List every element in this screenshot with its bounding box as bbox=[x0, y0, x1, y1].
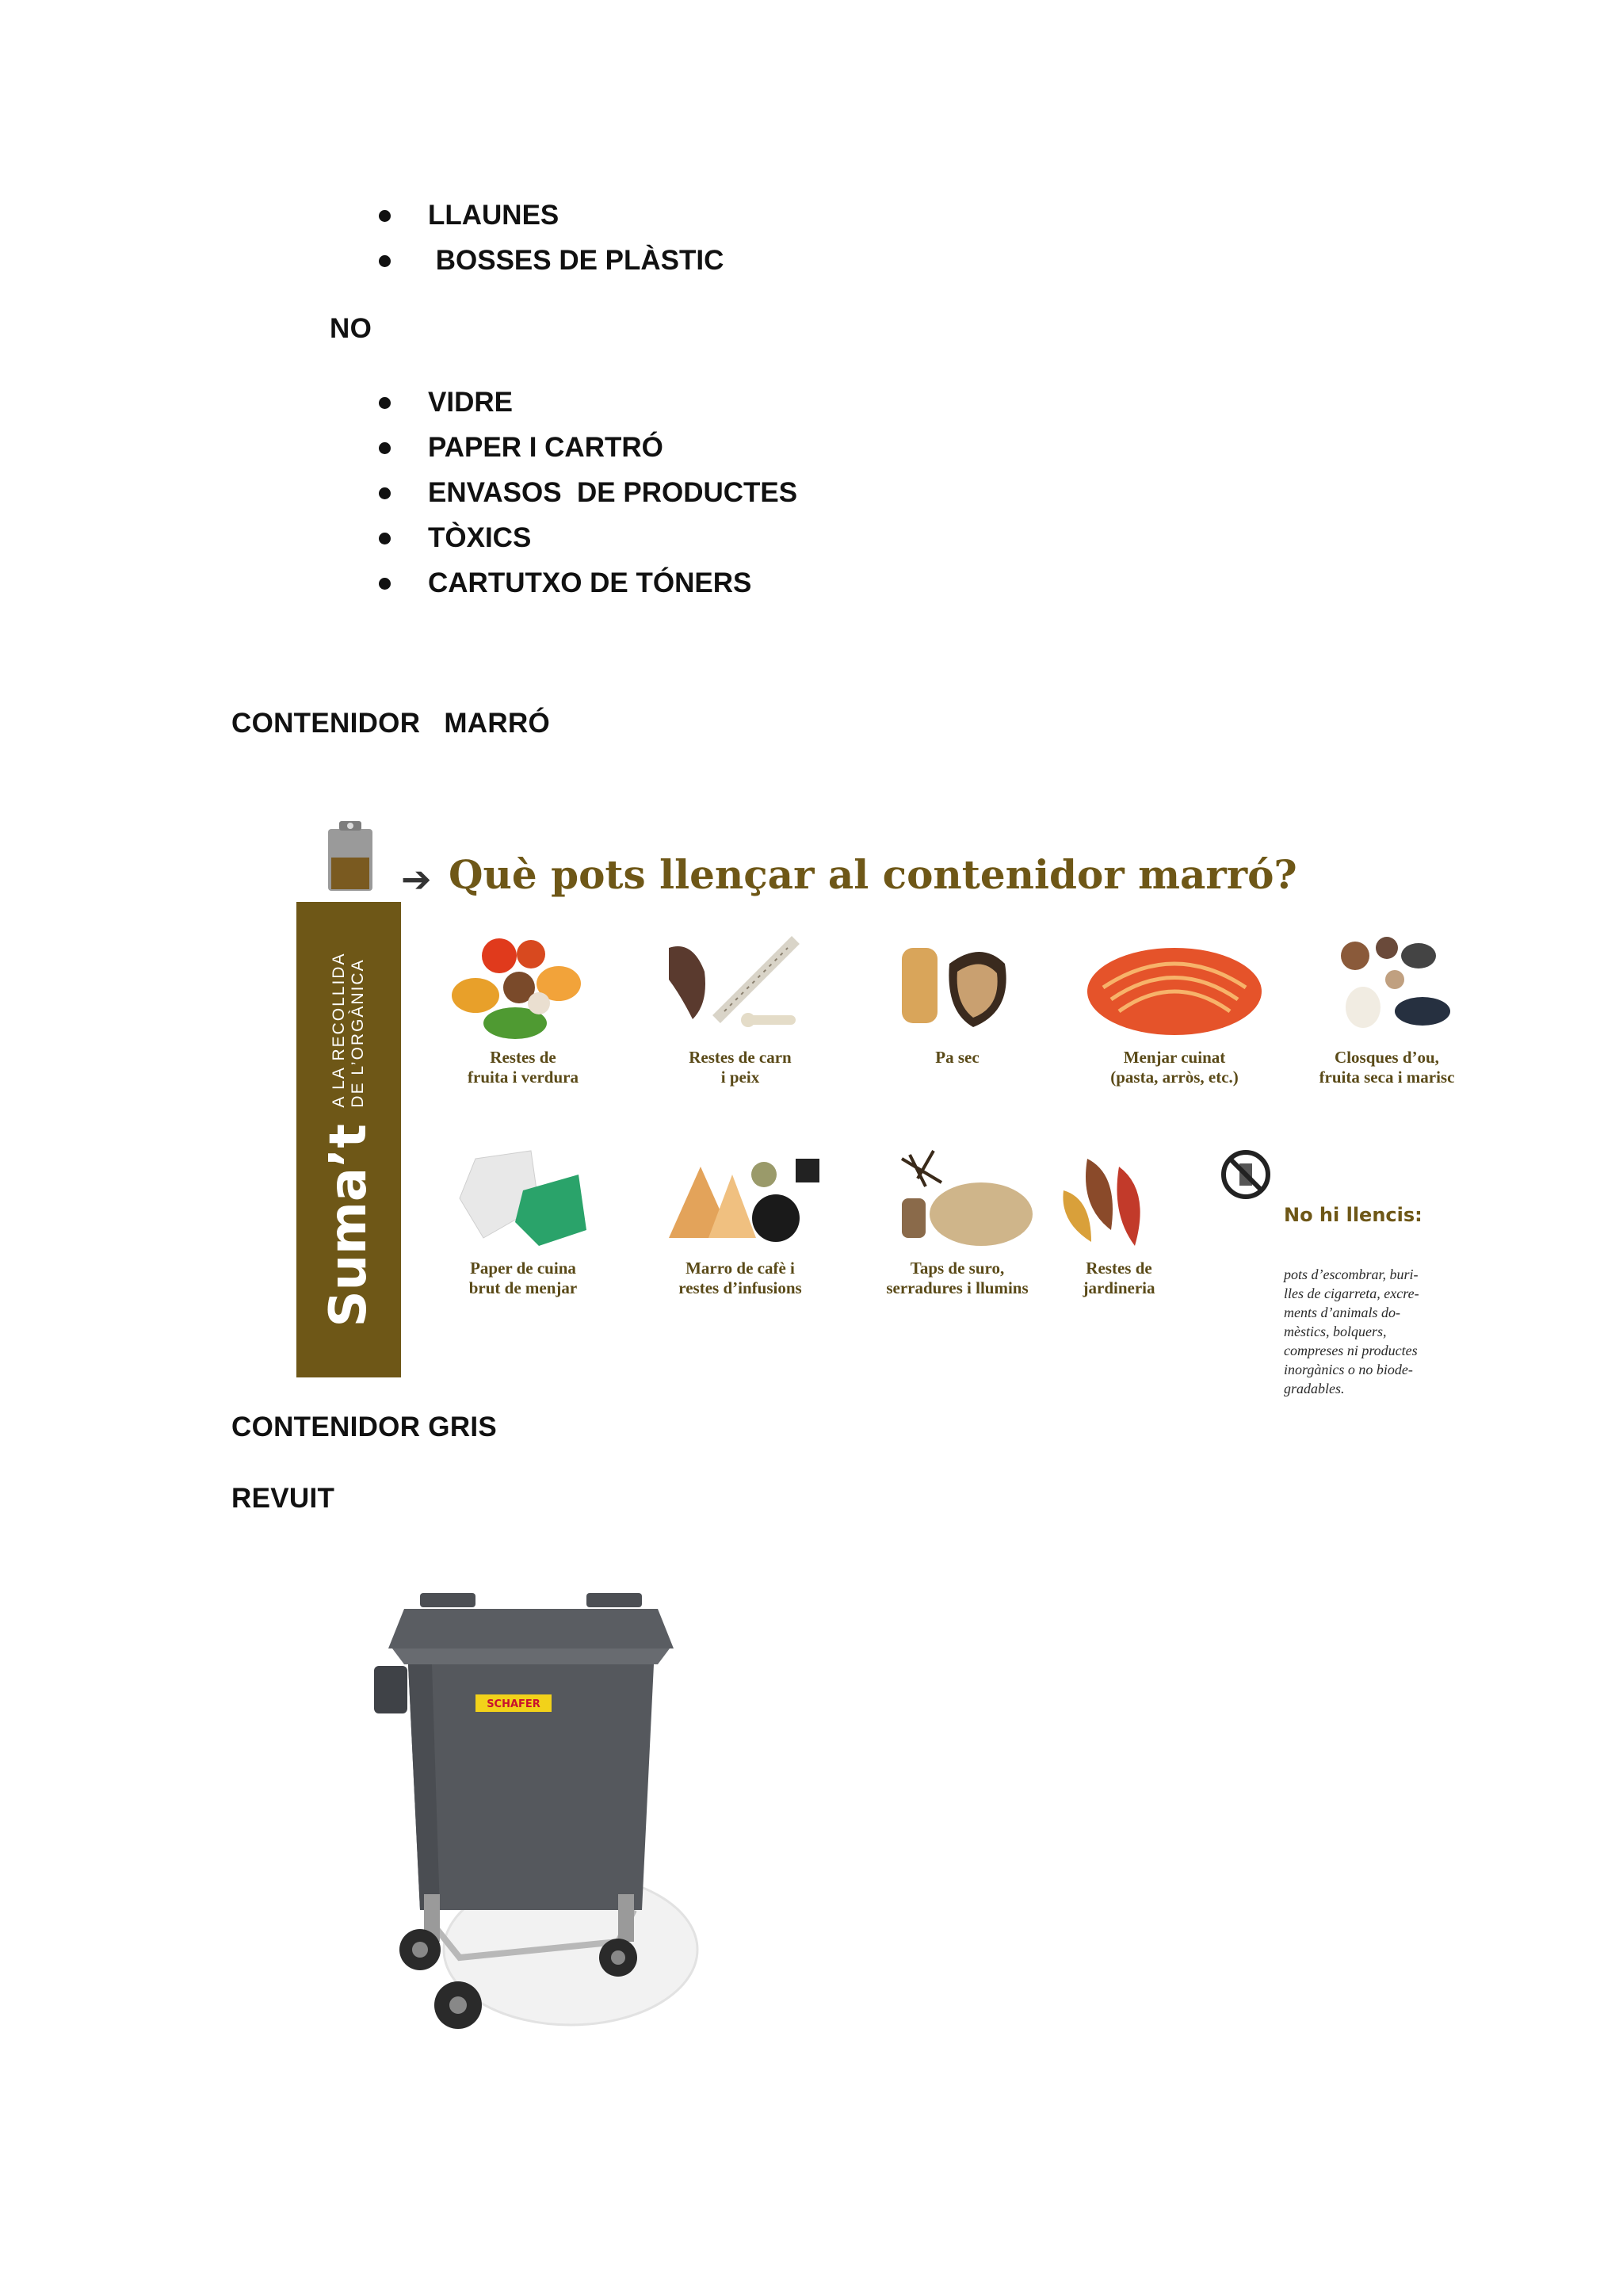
grey-dumpster-image bbox=[262, 1577, 705, 2053]
heading-revuit: REVUIT bbox=[231, 1483, 335, 1514]
sumat-label: Suma’t bbox=[319, 1124, 378, 1328]
arrow-right-icon: ➔ bbox=[401, 858, 432, 900]
tile-bread bbox=[854, 924, 1060, 1130]
brand-label: SCHAFER bbox=[487, 1698, 540, 1710]
heading-contenidor-gris: CONTENIDOR GRIS bbox=[231, 1412, 498, 1442]
fruit-veg-icon bbox=[420, 924, 626, 1043]
meat-fish-icon bbox=[637, 924, 843, 1043]
infographic-title: Què pots llençar al contenidor marró? bbox=[449, 851, 1297, 898]
caption-cork: Taps de suro, serradures i llumins bbox=[886, 1259, 1029, 1297]
bread-icon bbox=[854, 924, 1060, 1043]
no-hi-llencis-text: pots d’escombrar, buri- lles de cigarreta, excre- ments d’animals do- mèstics, bolquers, compreses ni productes inorgànics o no biode- gradables. bbox=[1284, 1266, 1419, 1396]
bullet-icon bbox=[379, 578, 391, 590]
bullet-icon bbox=[379, 533, 391, 544]
caption-meat-fish: Restes de carn i peix bbox=[689, 1048, 792, 1087]
leaves-icon bbox=[1016, 1143, 1222, 1254]
bullet-icon bbox=[379, 397, 391, 409]
tile-fruit-veg bbox=[420, 924, 626, 1130]
caption-pasta: Menjar cuinat (pasta, arròs, etc.) bbox=[1110, 1048, 1239, 1087]
no-hi-llencis-note bbox=[1284, 1165, 1490, 1436]
no-hi-llencis-heading: No hi llencis: bbox=[1284, 1204, 1423, 1226]
no-label: NO bbox=[330, 313, 372, 344]
tile-shells bbox=[1284, 924, 1490, 1130]
caption-coffee: Marro de cafè i restes d’infusions bbox=[678, 1259, 802, 1297]
caption-fruit-veg: Restes de fruita i verdura bbox=[468, 1048, 579, 1087]
coffee-icon bbox=[637, 1143, 843, 1254]
shells-icon bbox=[1284, 924, 1490, 1043]
tile-meat-fish bbox=[637, 924, 843, 1130]
tile-pasta bbox=[1071, 924, 1277, 1130]
caption-kitchen-paper: Paper de cuina brut de menjar bbox=[468, 1259, 578, 1297]
tile-leaves bbox=[1016, 1143, 1222, 1349]
tile-kitchen-paper bbox=[420, 1143, 626, 1349]
heading-contenidor-marro: CONTENIDOR MARRÓ bbox=[231, 708, 551, 739]
prohibited-icon bbox=[1220, 1149, 1271, 1200]
caption-leaves: Restes de jardineria bbox=[1083, 1259, 1155, 1297]
bullet-icon bbox=[379, 442, 391, 454]
organic-waste-infographic bbox=[293, 816, 1466, 1396]
sidebar-text bbox=[319, 953, 378, 1328]
caption-shells: Closques d’ou, fruita seca i marisc bbox=[1319, 1048, 1455, 1087]
bullet-icon bbox=[379, 487, 391, 499]
recollida-label: A LA RECOLLIDA DE L’ORGÀNICA bbox=[330, 952, 367, 1108]
bullet-icon bbox=[379, 210, 391, 222]
kitchen-paper-icon bbox=[420, 1143, 626, 1254]
caption-bread: Pa sec bbox=[935, 1048, 980, 1067]
tile-coffee bbox=[637, 1143, 843, 1349]
pasta-icon bbox=[1071, 924, 1277, 1043]
bullet-icon bbox=[379, 255, 391, 267]
brown-bin-icon bbox=[325, 821, 376, 892]
sidebar-banner bbox=[296, 902, 401, 1377]
